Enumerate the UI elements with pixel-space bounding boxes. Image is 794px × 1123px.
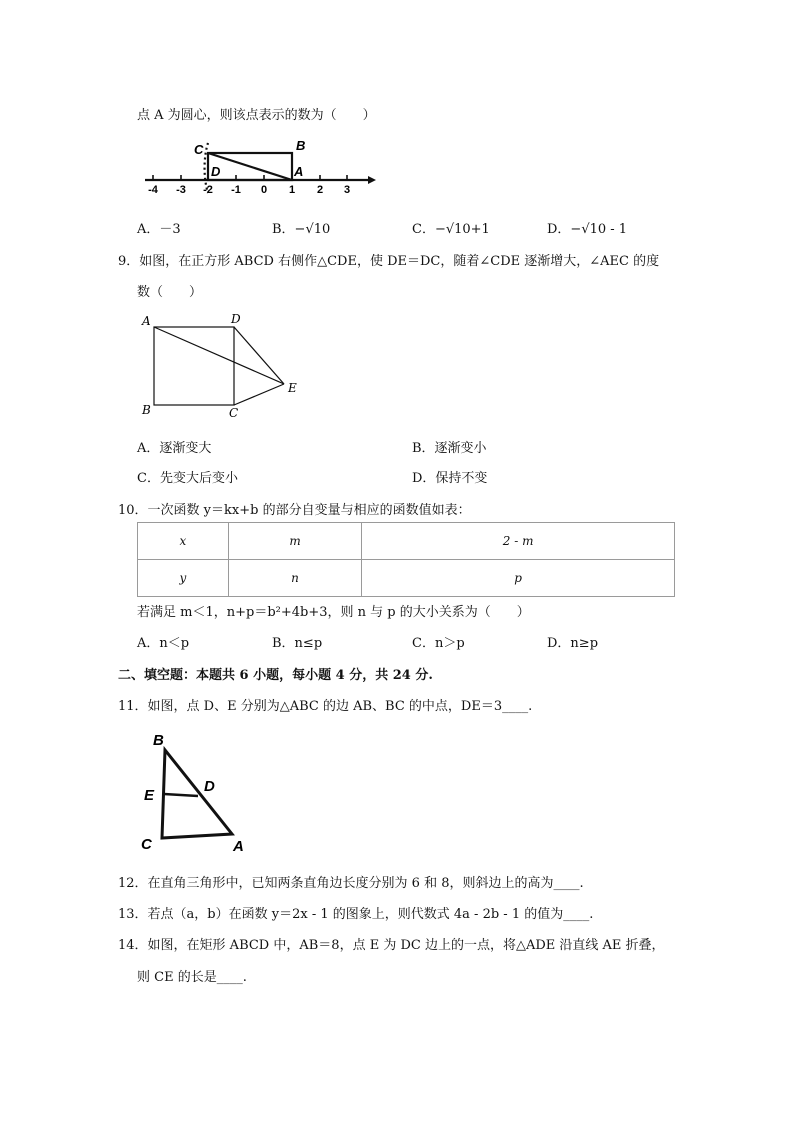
q8-number-line-figure — [140, 137, 390, 197]
q8-tick-label: 3 — [343, 184, 351, 196]
q9-square-figure — [138, 310, 318, 425]
q8-label-c: C — [194, 142, 204, 157]
q9-label-c: C — [229, 406, 239, 420]
q10-option-c[interactable]: C．n＞p — [412, 636, 465, 651]
q11-label-b: B — [153, 732, 164, 749]
table-cell: x — [138, 523, 229, 560]
table-cell: n — [228, 560, 362, 597]
q8-tick-label: 2 — [316, 184, 324, 196]
q11-label-e: E — [144, 787, 155, 804]
q9-option-b[interactable]: B．逐渐变小 — [412, 441, 487, 456]
q14-stem-line2: 则 CE 的长是____. — [137, 970, 247, 985]
q11-label-d: D — [204, 778, 215, 795]
table-row — [138, 523, 675, 560]
q8-tick-label: 0 — [260, 184, 268, 196]
q8-option-d[interactable]: D．−√10 - 1 — [547, 222, 628, 237]
table-cell: p — [362, 560, 675, 597]
q9-option-a[interactable]: A．逐渐变大 — [137, 441, 212, 456]
q10-option-d[interactable]: D．n≥p — [547, 636, 599, 651]
q9-option-c[interactable]: C．先变大后变小 — [137, 471, 238, 486]
q8-option-a[interactable]: A．－3 — [137, 222, 181, 237]
section-heading: 二、填空题：本题共 6 小题，每小题 4 分，共 24 分. — [118, 668, 433, 683]
q9-label-b: B — [142, 403, 151, 417]
q11-label-c: C — [141, 836, 152, 853]
q10-condition: 若满足 m＜1，n+p＝b²+4b+3，则 n 与 p 的大小关系为（ ） — [137, 605, 530, 620]
q8-label-a: A — [294, 164, 304, 179]
q11-label-a: A — [233, 838, 244, 855]
q8-label-b: B — [296, 138, 306, 153]
q8-label-d: D — [211, 164, 221, 179]
q11-triangle-figure — [140, 730, 260, 855]
table-row — [138, 560, 675, 597]
q8-option-c[interactable]: C．−√10+1 — [412, 222, 490, 237]
q10-value-table — [137, 522, 675, 597]
q9-option-d[interactable]: D．保持不变 — [412, 471, 488, 486]
table-cell: m — [228, 523, 362, 560]
q8-tick-label: 1 — [288, 184, 296, 196]
q8-tick-label: -2 — [203, 184, 213, 196]
q12-stem: 12．在直角三角形中，已知两条直角边长度分别为 6 和 8，则斜边上的高为____. — [118, 876, 584, 891]
q8-option-b[interactable]: B．−√10 — [272, 222, 331, 237]
q9-label-d: D — [231, 312, 241, 326]
q9-label-e: E — [288, 381, 297, 395]
table-cell: 2 - m — [362, 523, 675, 560]
q13-stem: 13．若点（a，b）在函数 y＝2x - 1 的图象上，则代数式 4a - 2b - 1 的值为____. — [118, 907, 594, 922]
q11-stem: 11．如图，点 D、E 分别为△ABC 的边 AB、BC 的中点，DE＝3____. — [118, 699, 533, 714]
q9-stem-line1: 9．如图，在正方形 ABCD 右侧作△CDE，使 DE＝DC，随着∠CDE 逐渐增大，∠AEC 的度 — [118, 254, 660, 269]
q8-tick-label: -3 — [176, 184, 186, 196]
q9-label-a: A — [142, 314, 151, 328]
q10-option-a[interactable]: A．n＜p — [137, 636, 190, 651]
q10-stem: 10．一次函数 y＝kx+b 的部分自变量与相应的函数值如表： — [118, 503, 471, 518]
q8-stem-tail: 点 A 为圆心，则该点表示的数为（ ） — [137, 108, 376, 123]
q10-option-b[interactable]: B．n≤p — [272, 636, 323, 651]
q14-stem-line1: 14．如图，在矩形 ABCD 中，AB＝8，点 E 为 DC 边上的一点，将△ADE 沿直线 AE 折叠， — [118, 938, 665, 953]
q8-tick-label: -1 — [231, 184, 241, 196]
table-cell: y — [138, 560, 229, 597]
q9-stem-line2: 数（ ） — [137, 285, 203, 300]
q8-tick-label: -4 — [148, 184, 158, 196]
